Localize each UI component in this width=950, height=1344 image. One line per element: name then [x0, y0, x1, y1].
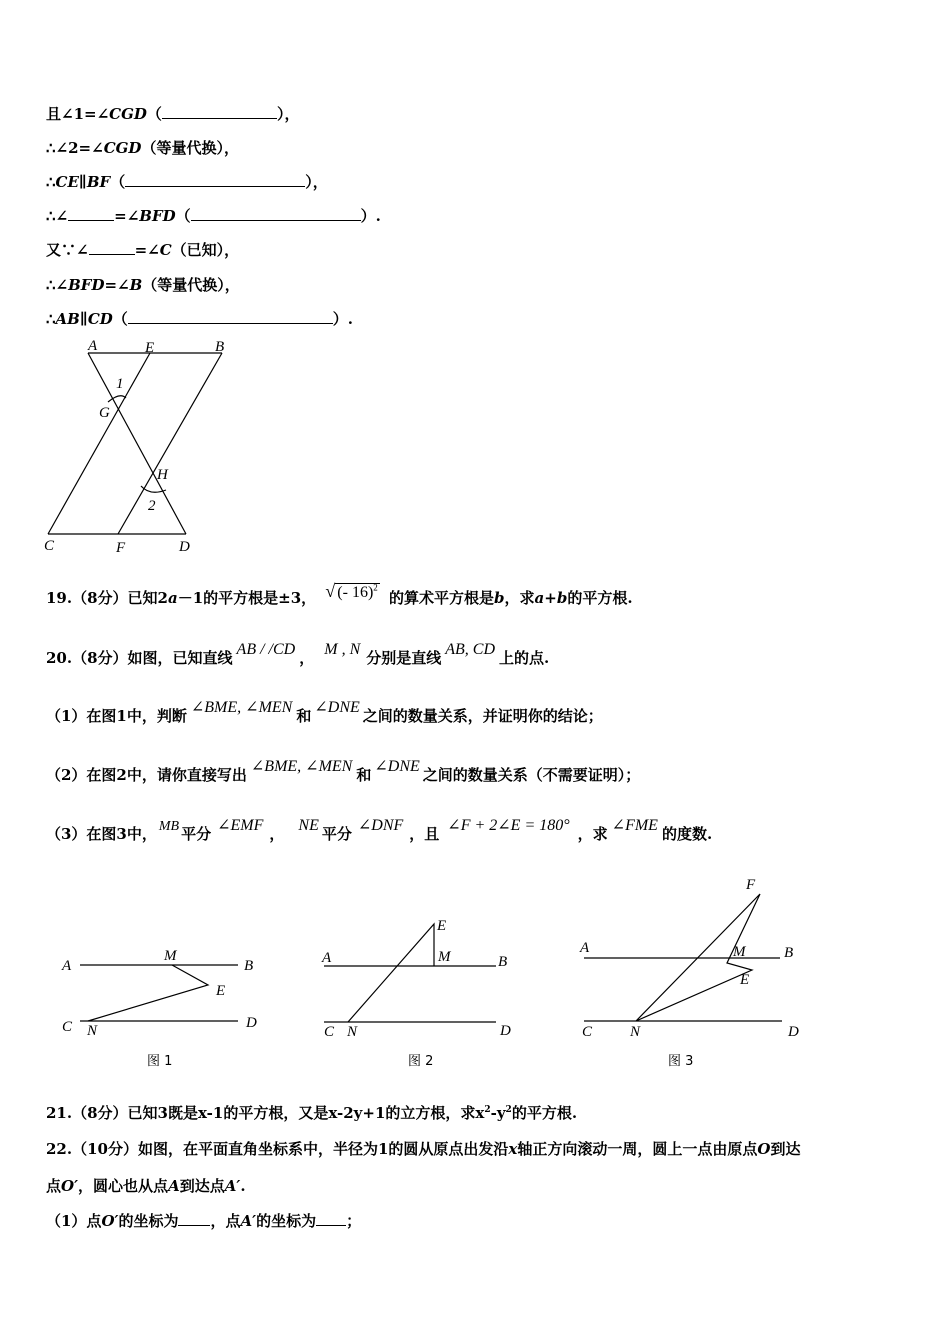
text: ；: [346, 1212, 362, 1230]
text: 轴正方向滚动一周，圆上一点由原点: [517, 1140, 758, 1158]
text: （等量代换），: [142, 276, 240, 294]
text: 到达点: [179, 1177, 225, 1195]
label-b: B: [215, 339, 225, 355]
text: 之间的数量关系（不需要证明）；: [422, 766, 641, 784]
text: 的度数.: [661, 825, 713, 843]
answer-blank[interactable]: [191, 206, 361, 221]
text: .: [240, 1177, 246, 1195]
text: 上的点.: [499, 649, 550, 667]
proof-line-6: [46, 274, 240, 295]
text: ∴∠2=∠: [46, 139, 104, 157]
math-text: ∠BME, ∠MEN: [190, 699, 293, 716]
line-bf: [118, 353, 222, 534]
text: （等量代换），: [141, 139, 239, 157]
text: 到达: [770, 1140, 801, 1158]
question-19: [46, 581, 633, 608]
text: =∠: [104, 276, 130, 294]
question-22-line-2: [46, 1175, 246, 1196]
text: 的坐标为: [256, 1212, 317, 1230]
text: B: [129, 276, 143, 294]
text: b: [556, 589, 568, 607]
text: ，求: [504, 589, 535, 607]
text: 又∵∠: [46, 241, 89, 259]
text: ，求: [577, 825, 608, 843]
text: b: [494, 589, 505, 607]
text: ）.: [332, 310, 354, 328]
text: C: [159, 241, 172, 259]
label-f: F: [746, 877, 756, 893]
math-text: ∠EMF: [217, 817, 264, 834]
math-text: AB / /CD: [236, 641, 296, 658]
text: -y: [490, 1104, 506, 1122]
text: 之间的数量关系，并证明你的结论；: [362, 707, 603, 725]
polyline-men: [348, 924, 434, 1022]
text: ，: [269, 825, 285, 843]
label-b: B: [244, 958, 254, 974]
label-d: D: [788, 1024, 799, 1040]
sqrt-sign-icon: √: [325, 581, 336, 601]
text: （: [146, 105, 162, 123]
math-text: ∠DNE: [374, 758, 420, 775]
text: ，: [299, 649, 315, 667]
text: （3）在图3中，: [46, 825, 157, 843]
label-f: F: [116, 540, 126, 556]
label-1: 1: [116, 376, 124, 392]
math-text: NE: [298, 817, 319, 834]
text: 2: [505, 1105, 512, 1115]
label-d: D: [246, 1015, 257, 1031]
text: －1的平方根是±3，: [177, 589, 317, 607]
answer-blank[interactable]: [89, 240, 135, 255]
answer-blank[interactable]: [316, 1211, 346, 1226]
text: （: [175, 207, 191, 225]
label-b: B: [784, 945, 794, 961]
text: 2: [373, 582, 378, 593]
text: CD: [87, 310, 113, 328]
label-e: E: [740, 972, 750, 988]
text: x: [508, 1140, 518, 1158]
label-a: A: [62, 958, 72, 974]
label-m: M: [733, 944, 746, 960]
proof-line-3: [46, 171, 328, 192]
answer-blank[interactable]: [128, 309, 333, 324]
label-e: E: [216, 983, 226, 999]
text: O: [757, 1140, 771, 1158]
proof-line-4: [46, 205, 381, 226]
polyline-men: [88, 965, 208, 1021]
text: BFD: [68, 276, 105, 294]
math-text: MB: [158, 819, 180, 834]
proof-line-5: [46, 239, 239, 260]
text: BFD: [139, 207, 176, 225]
text: BF: [86, 173, 111, 191]
math-text: ∠FME: [611, 817, 658, 834]
text: （2）在图2中，请你直接写出: [46, 766, 247, 784]
text: =∠: [134, 241, 160, 259]
text: 21.（8分）已知3既是x-1的平方根，又是x-2y+1的立方根，求x: [46, 1104, 485, 1122]
text: （已知），: [171, 241, 240, 259]
question-21: [46, 1102, 577, 1123]
text: =∠: [114, 207, 140, 225]
text: ，且: [409, 825, 440, 843]
math-text: M , N: [324, 641, 361, 658]
label-h: H: [157, 467, 168, 483]
text: A′: [240, 1212, 257, 1230]
figure-20-2: [310, 908, 540, 1075]
text: 分别是直线: [366, 649, 442, 667]
figure-q18: [40, 336, 240, 558]
text: CGD: [109, 105, 147, 123]
math-text: ∠DNF: [357, 817, 404, 834]
answer-blank[interactable]: [162, 104, 277, 119]
label-c: C: [582, 1024, 593, 1040]
text: （: [110, 173, 126, 191]
text: (- 16): [337, 584, 374, 601]
question-22-line-3: [46, 1210, 361, 1231]
text: （1）在图1中，判断: [46, 707, 187, 725]
text: O′: [61, 1177, 79, 1195]
text: ，点: [210, 1212, 241, 1230]
text: CE: [55, 173, 79, 191]
label-2: 2: [148, 498, 156, 514]
text: ），: [276, 105, 300, 123]
text: a: [534, 589, 545, 607]
text: （1）点: [46, 1212, 102, 1230]
text: ∥: [78, 173, 87, 191]
text: 和: [356, 766, 372, 784]
text: 的算术平方根是: [389, 589, 495, 607]
text: ，圆心也从点: [78, 1177, 169, 1195]
answer-blank[interactable]: [125, 172, 305, 187]
text: （: [112, 310, 128, 328]
text: A: [168, 1177, 180, 1195]
label-d: D: [500, 1023, 511, 1039]
line-ce: [48, 353, 150, 534]
label-n: N: [87, 1023, 98, 1039]
caption-fig-2: 图 2: [408, 1054, 434, 1069]
caption-fig-1: 图 1: [147, 1054, 173, 1069]
question-20-part-1: [46, 699, 603, 726]
sqrt-expression: [325, 581, 379, 602]
text: ∴∠: [46, 276, 69, 294]
label-c: C: [324, 1024, 335, 1040]
label-m: M: [438, 949, 451, 965]
answer-blank[interactable]: [68, 206, 114, 221]
math-text: ∠F + 2∠E = 180°: [447, 817, 570, 834]
text: ），: [305, 173, 328, 191]
proof-line-1: [46, 103, 299, 124]
question-20-part-3: [46, 817, 713, 844]
text: CGD: [103, 139, 142, 157]
label-m: M: [164, 948, 177, 964]
text: ∴: [46, 310, 56, 328]
text: ∥: [79, 310, 88, 328]
question-22-line-1: [46, 1138, 800, 1159]
label-c: C: [62, 1019, 73, 1035]
label-n: N: [347, 1024, 358, 1040]
text: 的平方根.: [511, 1104, 578, 1122]
sqrt-radicand: [335, 583, 379, 601]
label-e: E: [145, 340, 155, 356]
question-20: [46, 641, 550, 668]
text: 和: [296, 707, 312, 725]
text: 22.（10分）如图，在平面直角坐标系中，半径为1的圆从原点出发沿: [46, 1140, 509, 1158]
label-d: D: [179, 539, 190, 555]
label-g: G: [99, 405, 110, 421]
label-e: E: [437, 918, 447, 934]
text: 且∠1=∠: [46, 105, 110, 123]
answer-blank[interactable]: [178, 1211, 210, 1226]
proof-line-7: [46, 308, 353, 329]
label-a: A: [88, 338, 98, 354]
text: 的平方根.: [567, 589, 633, 607]
text: ∴: [46, 173, 56, 191]
math-text: ∠BME, ∠MEN: [250, 758, 353, 775]
text: +: [544, 589, 557, 607]
text: O′: [101, 1212, 119, 1230]
text: A′: [224, 1177, 241, 1195]
text: ）.: [360, 207, 381, 225]
text: ∴∠: [46, 207, 69, 225]
question-20-part-2: [46, 758, 641, 785]
figure-20-3: [570, 872, 810, 1075]
label-a: A: [322, 950, 332, 966]
math-text: AB, CD: [445, 641, 496, 658]
text: 20.（8分）如图，已知直线: [46, 649, 233, 667]
caption-fig-3: 图 3: [668, 1054, 694, 1069]
text: 2: [484, 1105, 491, 1115]
text: 平分: [181, 825, 212, 843]
label-b: B: [498, 954, 508, 970]
line-ad: [88, 353, 186, 534]
text: 的坐标为: [118, 1212, 179, 1230]
text: 点: [46, 1177, 62, 1195]
label-n: N: [630, 1024, 641, 1040]
label-c: C: [44, 538, 55, 554]
text: AB: [55, 310, 80, 328]
text: 平分: [321, 825, 352, 843]
label-a: A: [580, 940, 590, 956]
math-text: ∠DNE: [314, 699, 360, 716]
text: 19.（8分）已知2: [46, 589, 168, 607]
proof-line-2: [46, 137, 239, 158]
text: a: [167, 589, 178, 607]
figure-20-1: [50, 935, 280, 1075]
